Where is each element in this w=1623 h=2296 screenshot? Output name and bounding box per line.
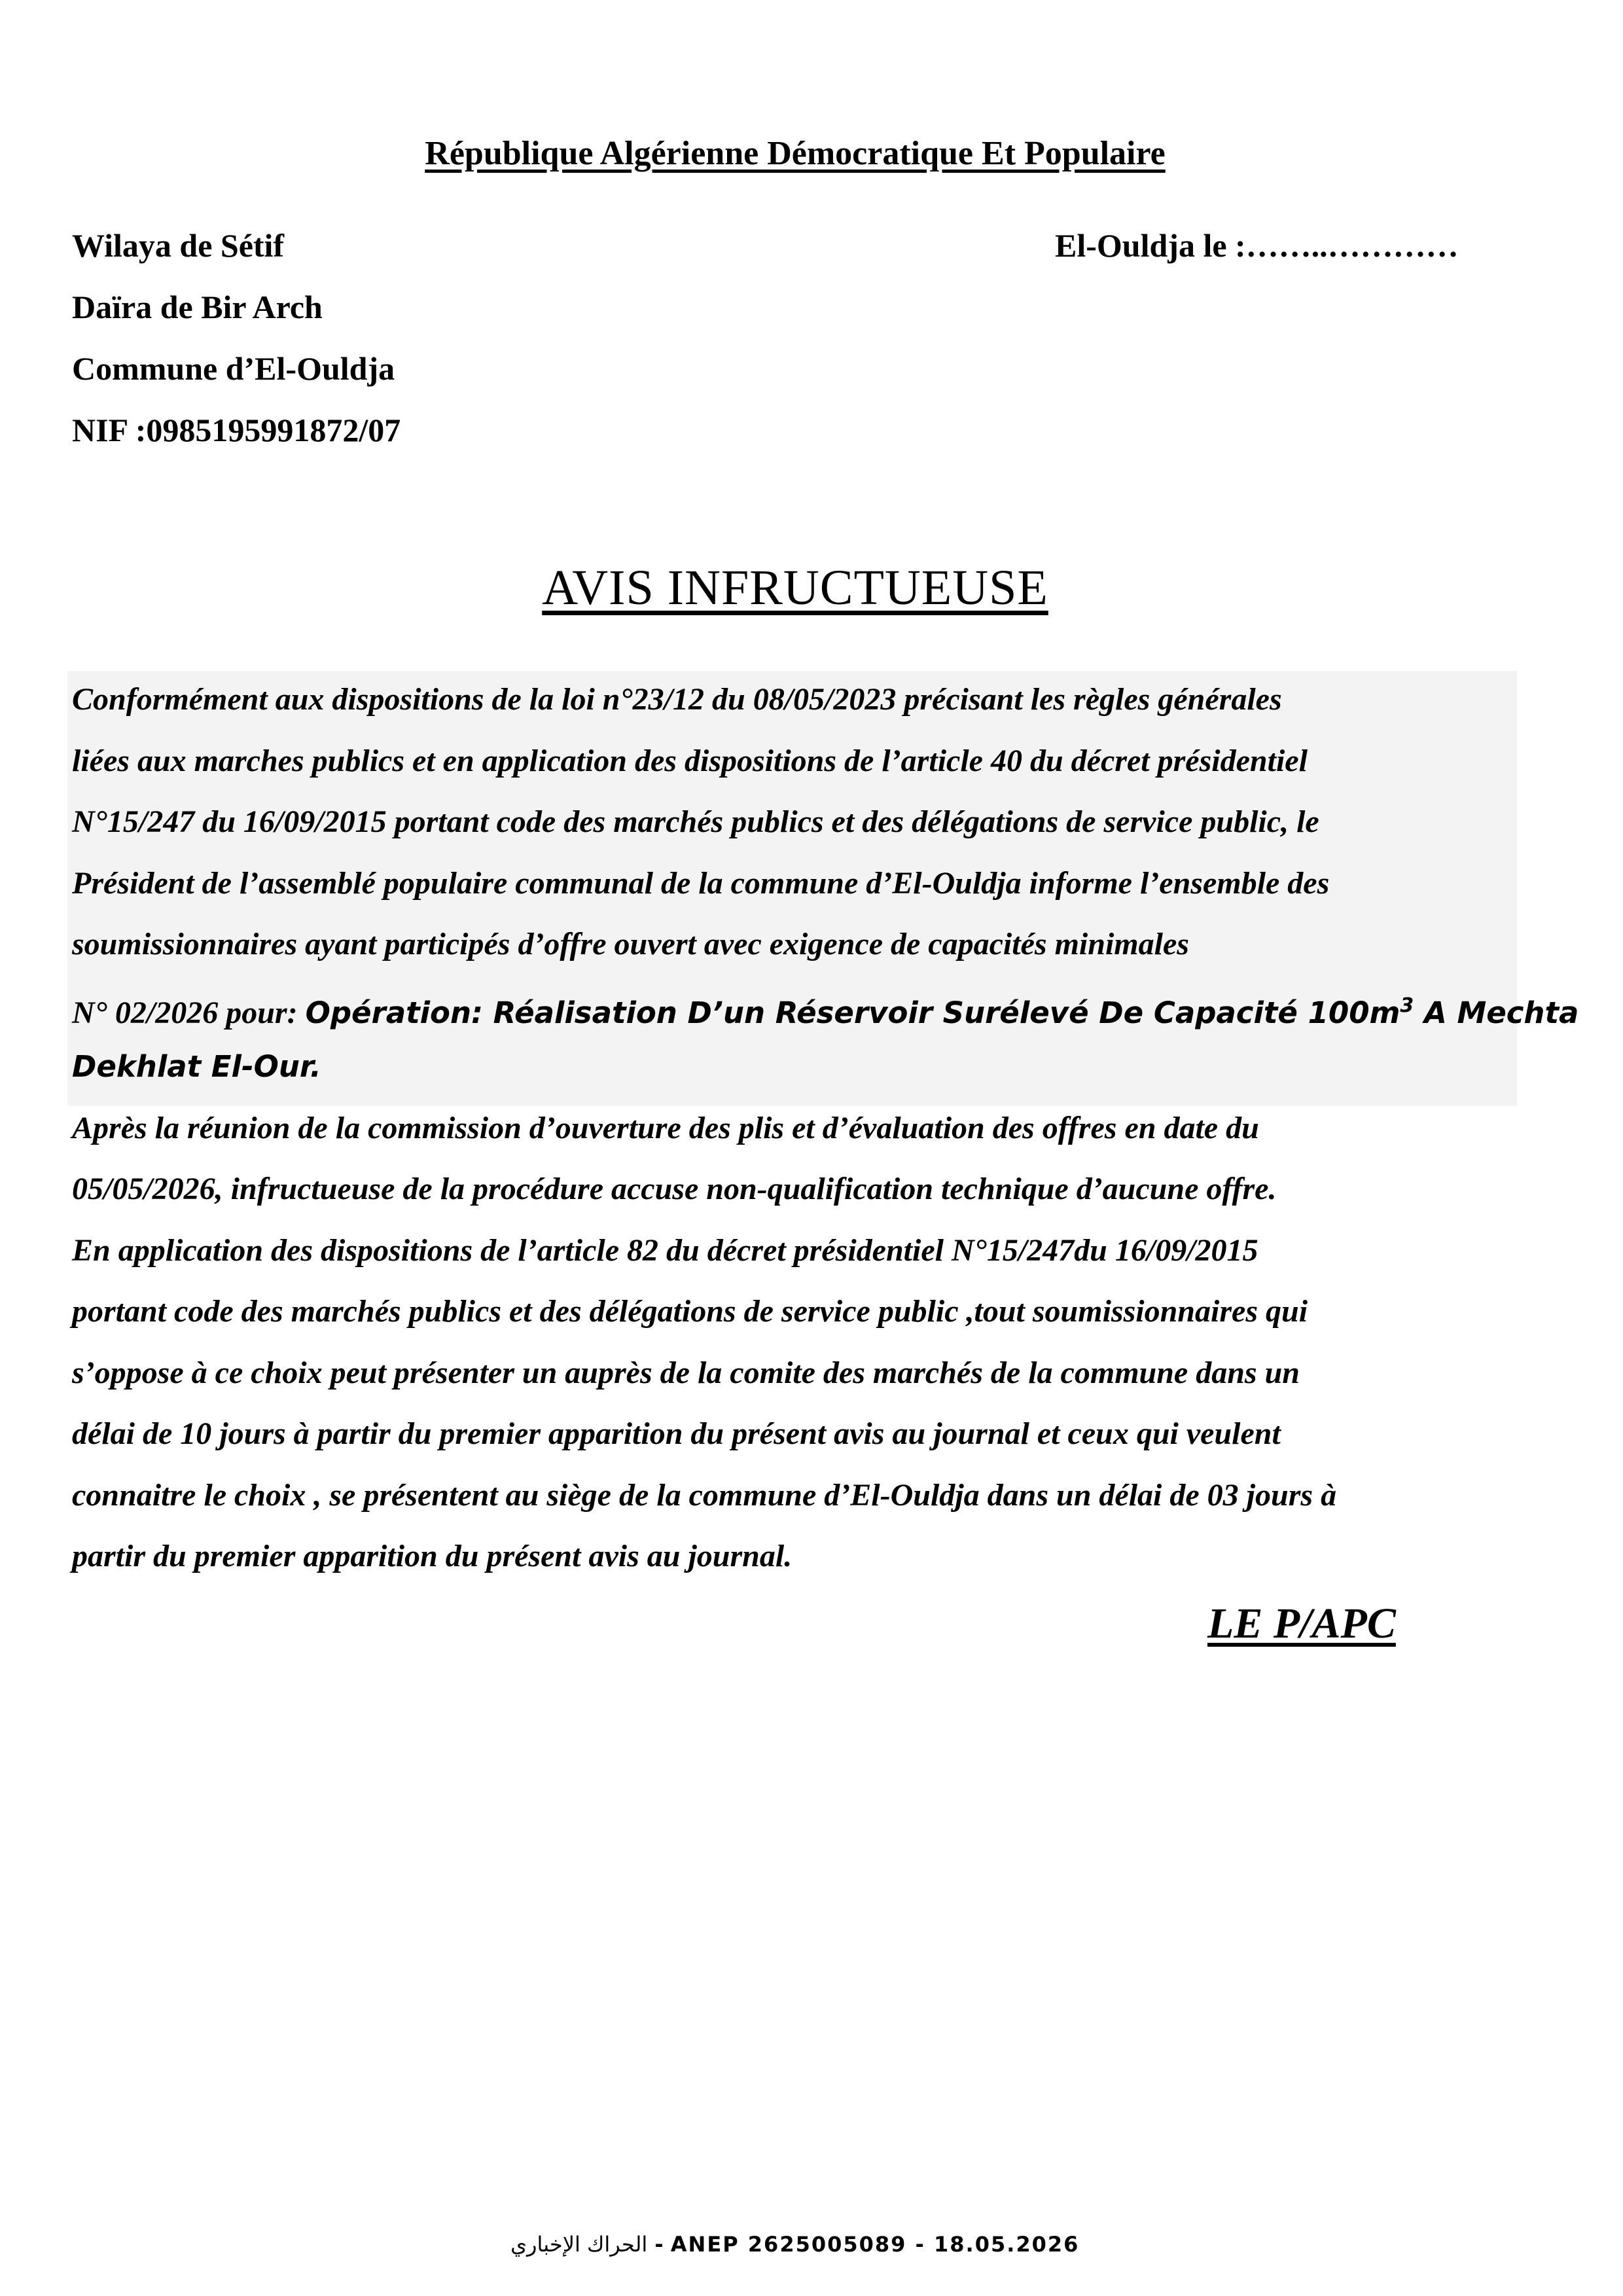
body-line: En application des dispositions de l’article 82 du décret présidentiel N°15/247du 16/09/2015: [72, 1232, 1258, 1268]
body-line: s’oppose à ce choix peut présenter un auprès de la comite des marchés de la commune dans un: [72, 1355, 1300, 1390]
date-line: El-Ouldja le :……..…………: [1055, 227, 1459, 264]
body-line: portant code des marchés publics et des délégations de service public ,tout soumissionnaires qui: [72, 1294, 1308, 1329]
footer-anep-reference: - ANEP 2625005089 - 18.05.2026: [647, 2232, 1080, 2257]
notice-body: [72, 669, 1578, 1587]
body-line: délai de 10 jours à partir du premier apparition du présent avis au journal et ceux qui veulent: [72, 1416, 1281, 1451]
operation-line: [72, 975, 1578, 1037]
operation-place-continuation: Dekhlat El-Our.: [72, 1049, 321, 1084]
body-line: connaitre le choix , se présentent au siège de la commune d’El-Ouldja dans un délai de 03 jours à: [72, 1477, 1337, 1513]
republic-header: République Algérienne Démocratique Et Populaire: [425, 135, 1166, 172]
signature-label: LE P/APC: [1207, 1600, 1396, 1647]
nif-label: NIF :0985195991872/07: [72, 412, 401, 448]
body-line: Conformément aux dispositions de la loi n°23/12 du 08/05/2023 précisant les règles générales: [72, 682, 1282, 717]
body-line: liées aux marches publics et en application des dispositions de l’article 40 du décret présidentiel: [72, 743, 1308, 778]
body-line: partir du premier apparition du présent avis au journal.: [72, 1539, 793, 1573]
body-line: Après la réunion de la commission d’ouverture des plis et d’évaluation des offres en date du: [72, 1110, 1259, 1145]
body-line: Président de l’assemblé populaire communal de la commune d’El-Ouldja informe l’ensemble des: [72, 865, 1330, 901]
body-line: soumissionnaires ayant participés d’offre ouvert avec exigence de capacités minimales: [72, 927, 1189, 961]
daira-label: Daïra de Bir Arch: [72, 289, 323, 325]
operation-title: Opération: Réalisation D’un Réservoir Surélevé De Capacité 100m: [305, 995, 1400, 1030]
footer-newspaper-name: الحراك الإخباري: [510, 2232, 648, 2257]
body-line: 05/05/2026, infructueuse de la procédure accuse non-qualification technique d’aucune offre.: [72, 1172, 1277, 1206]
operation-place: A Mechta: [1414, 995, 1579, 1030]
commune-label: Commune d’El-Ouldja: [72, 350, 395, 387]
body-line: N°15/247 du 16/09/2015 portant code des marchés publics et des délégations de service public, le: [72, 804, 1319, 839]
wilaya-label: Wilaya de Sétif: [72, 227, 285, 264]
administration-block: [72, 215, 401, 461]
operation-unit-exponent: 3: [1400, 994, 1414, 1017]
notice-title: AVIS INFRUCTUEUSE: [542, 560, 1048, 615]
operation-number: N° 02/2026 pour:: [72, 995, 306, 1030]
footer-reference: [510, 2232, 1079, 2257]
